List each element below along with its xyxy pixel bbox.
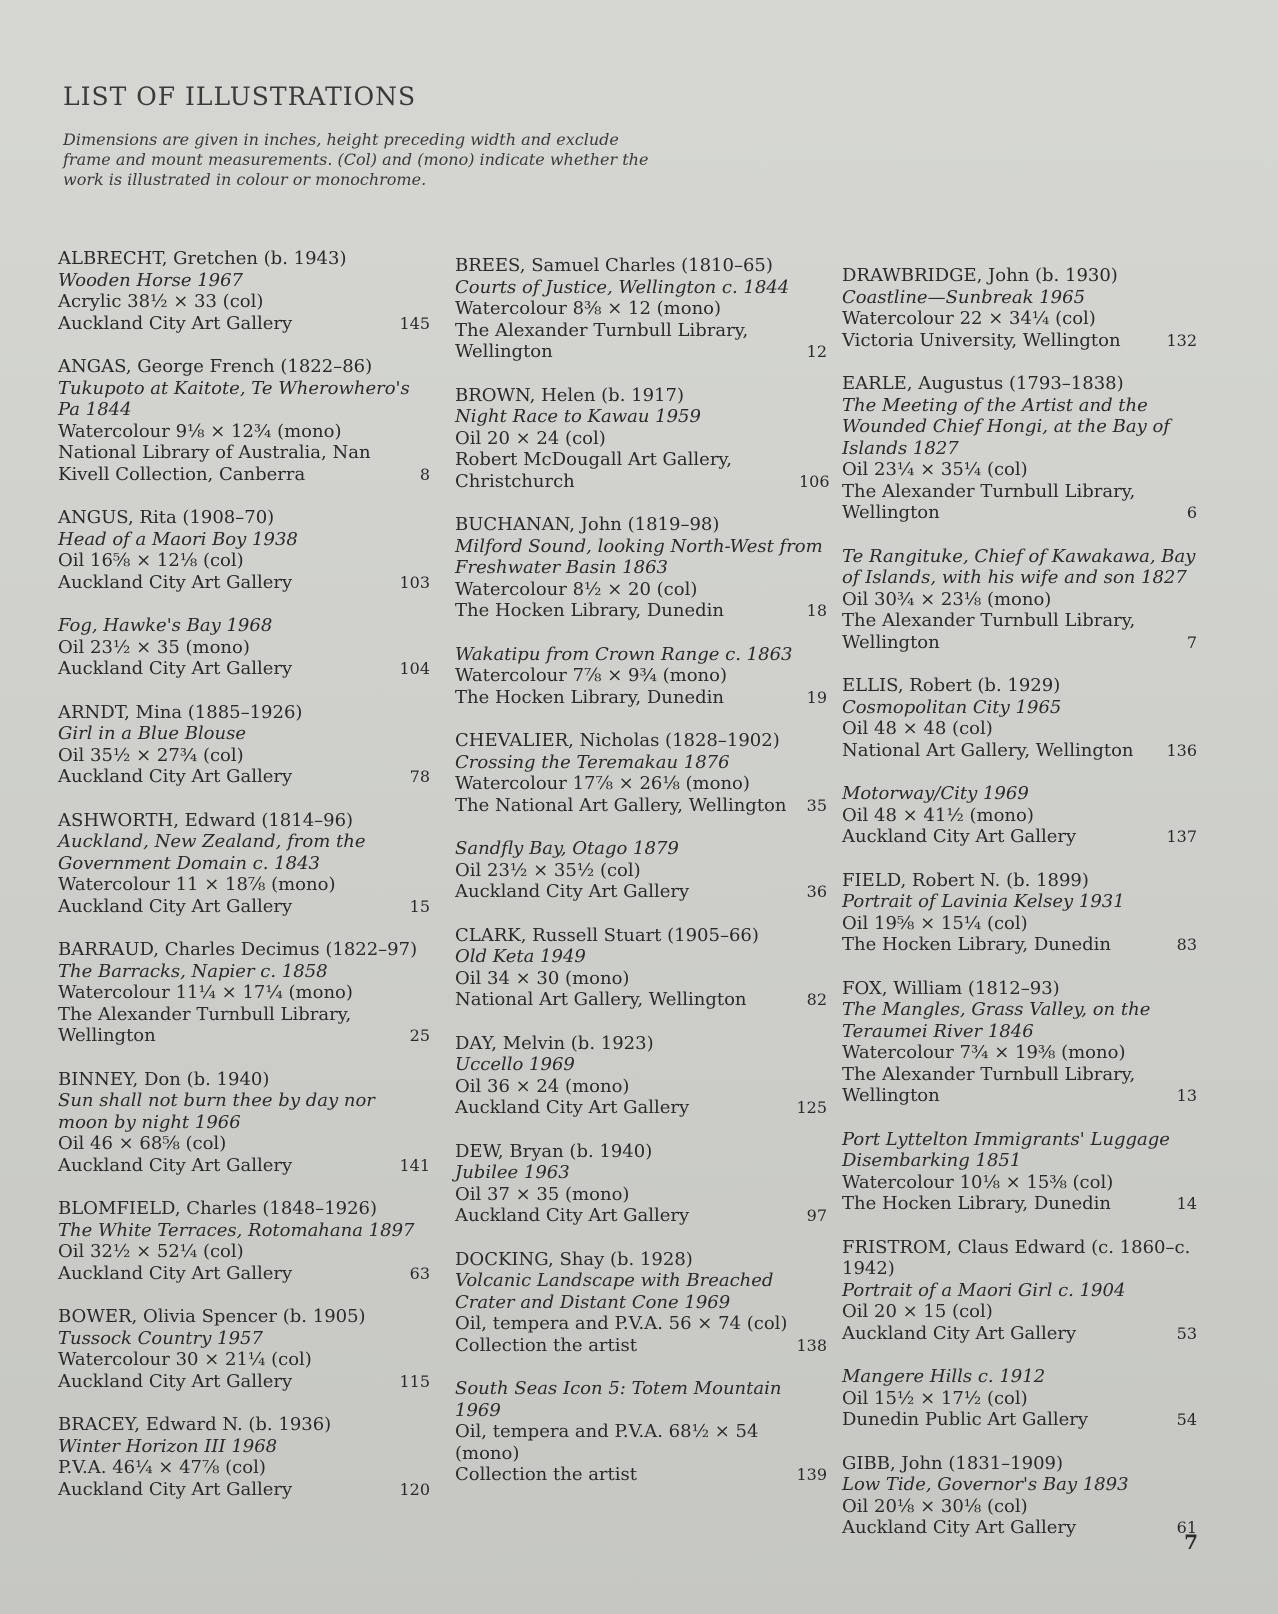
work-collection: Auckland City Art Gallery [842, 826, 1077, 847]
intro-note: Dimensions are given in inches, height preceding width and exclude frame and mount measurements. (Col) and (mono) indicate whether the work is illustrated in colour or monochrome. [63, 130, 649, 189]
illustration-entry [58, 248, 430, 334]
work-collection: The National Art Gallery, Wellington [455, 794, 787, 816]
illustration-entry [455, 644, 827, 709]
work-title: Milford Sound, looking North-West from Freshwater Basin 1863 [455, 535, 823, 578]
artist-name: BOWER, Olivia Spencer (b. 1905) [58, 1306, 366, 1327]
artist-name: FIELD, Robert N. (b. 1899) [842, 869, 1089, 891]
illustration-page-number: 138 [796, 1335, 827, 1355]
illustration-page-number: 12 [806, 342, 827, 361]
work-medium: Watercolour 8½ × 20 (col) [455, 578, 698, 600]
illustration-entry [58, 1069, 430, 1177]
illustration-entry [455, 514, 827, 622]
work-title: The Mangles, Grass Valley, on the Teraumei River 1846 [842, 999, 1151, 1042]
work-collection: Victoria University, Wellington [842, 329, 1121, 351]
work-collection: Auckland City Art Gallery [58, 571, 293, 593]
illustration-entry [842, 978, 1197, 1107]
work-title: Cosmopolitan City 1965 [842, 696, 1062, 718]
work-collection: The Hocken Library, Dunedin [842, 1193, 1111, 1214]
work-medium: Oil 20⅛ × 30⅛ (col) [842, 1495, 1028, 1517]
work-medium: Watercolour 8⅜ × 12 (mono) [455, 298, 722, 319]
work-medium: Oil 36 × 24 (mono) [455, 1075, 630, 1097]
illustration-entry [842, 373, 1197, 524]
work-title: Head of a Maori Boy 1938 [58, 528, 298, 550]
illustration-page-number: 54 [1176, 1410, 1197, 1429]
work-medium: Watercolour 22 × 34¼ (col) [842, 308, 1096, 329]
illustration-page-number: 35 [806, 795, 827, 815]
work-collection: The Hocken Library, Dunedin [842, 934, 1111, 955]
artist-name: BUCHANAN, John (1819–98) [455, 514, 720, 535]
illustration-entry [455, 1141, 827, 1227]
work-medium: Watercolour 11 × 18⅞ (mono) [58, 874, 336, 895]
illustration-page-number: 13 [1176, 1086, 1197, 1105]
illustration-page-number: 18 [806, 601, 827, 620]
work-collection: National Art Gallery, Wellington [455, 989, 747, 1010]
artist-name: DOCKING, Shay (b. 1928) [455, 1248, 693, 1270]
illustration-page-number: 25 [409, 1026, 430, 1045]
illustration-entry [58, 810, 430, 918]
illustration-page-number: 137 [1166, 827, 1197, 846]
illustration-page-number: 36 [806, 882, 827, 901]
work-title: Tussock Country 1957 [58, 1327, 263, 1349]
work-collection: The Hocken Library, Dunedin [455, 686, 724, 708]
work-medium: Oil, tempera and P.V.A. 68½ × 54 (mono) [455, 1421, 759, 1464]
illustration-entry [842, 1453, 1197, 1539]
artist-name: ELLIS, Robert (b. 1929) [842, 675, 1061, 696]
work-medium: Oil 30¾ × 23⅛ (mono) [842, 588, 1052, 610]
work-medium: Watercolour 30 × 21¼ (col) [58, 1349, 312, 1370]
work-collection: Auckland City Art Gallery [842, 1517, 1077, 1538]
artist-name: BROWN, Helen (b. 1917) [455, 384, 684, 406]
work-medium: Acrylic 38½ × 33 (col) [58, 291, 264, 312]
illustration-page-number: 15 [409, 896, 430, 916]
artist-name: CHEVALIER, Nicholas (1828–1902) [455, 730, 780, 751]
work-medium: Oil 34 × 30 (mono) [455, 967, 630, 989]
illustration-entry [58, 702, 430, 788]
illustration-page-number: 141 [399, 1155, 430, 1175]
illustration-entry [455, 925, 827, 1011]
illustration-entry [58, 615, 430, 680]
illustration-page-number: 139 [796, 1465, 827, 1484]
work-title: Old Keta 1949 [455, 946, 586, 967]
illustration-page-number: 63 [409, 1263, 430, 1283]
illustration-entry [842, 1129, 1197, 1215]
illustration-entry [455, 1378, 827, 1486]
page-title: LIST OF ILLUSTRATIONS [63, 82, 417, 111]
illustration-page-number: 83 [1176, 935, 1197, 954]
illustration-entry [455, 730, 827, 816]
work-title: Fog, Hawke's Bay 1968 [58, 615, 273, 636]
work-medium: Oil 23½ × 35 (mono) [58, 636, 250, 658]
work-medium: Watercolour 7¾ × 19⅜ (mono) [842, 1042, 1126, 1063]
work-title: South Seas Icon 5: Totem Mountain 1969 [455, 1378, 782, 1421]
work-title: Night Race to Kawau 1959 [455, 406, 701, 427]
artist-name: DEW, Bryan (b. 1940) [455, 1140, 653, 1162]
work-collection: Auckland City Art Gallery [58, 658, 293, 679]
column-3 [842, 265, 1197, 1561]
work-medium: Watercolour 11¼ × 17¼ (mono) [58, 982, 353, 1003]
work-title: Low Tide, Governor's Bay 1893 [842, 1474, 1129, 1495]
artist-name: BARRAUD, Charles Decimus (1822–97) [58, 939, 418, 960]
work-collection: National Library of Australia, Nan Kivell Collection, Canberra [58, 442, 371, 485]
work-title: Uccello 1969 [455, 1054, 575, 1075]
work-collection: Auckland City Art Gallery [455, 1097, 690, 1118]
work-title: The White Terraces, Rotomahana 1897 [58, 1219, 415, 1241]
illustration-entry [58, 939, 430, 1047]
work-title: Wooden Horse 1967 [58, 269, 244, 291]
work-title: Courts of Justice, Wellington c. 1844 [455, 276, 790, 298]
artist-name: BREES, Samuel Charles (1810–65) [455, 255, 773, 276]
work-title: Winter Horizon III 1968 [58, 1435, 278, 1457]
illustration-entry [842, 870, 1197, 956]
illustration-entry [842, 546, 1197, 654]
work-collection: Auckland City Art Gallery [58, 1262, 293, 1284]
illustration-entry [58, 507, 430, 593]
work-title: Sun shall not burn thee by day nor moon by night 1966 [58, 1090, 375, 1133]
artist-name: ALBRECHT, Gretchen (b. 1943) [58, 248, 347, 269]
illustration-entry [455, 255, 827, 363]
work-title: Girl in a Blue Blouse [58, 723, 246, 744]
work-medium: Oil 23¼ × 35¼ (col) [842, 459, 1028, 480]
work-collection: Robert McDougall Art Gallery, Christchurch [455, 449, 732, 492]
illustration-page-number: 132 [1166, 330, 1197, 350]
illustration-page-number: 97 [806, 1206, 827, 1225]
work-medium: Oil 20 × 24 (col) [455, 427, 606, 449]
work-medium: P.V.A. 46¼ × 47⅞ (col) [58, 1457, 266, 1478]
work-title: Te Rangituke, Chief of Kawakawa, Bay of Islands, with his wife and son 1827 [842, 545, 1196, 588]
work-collection: Auckland City Art Gallery [58, 1478, 293, 1500]
artist-name: ANGAS, George French (1822–86) [58, 356, 373, 377]
illustration-page-number: 8 [419, 464, 430, 484]
work-title: Crossing the Teremakau 1876 [455, 751, 730, 773]
illustration-page-number: 103 [399, 572, 430, 592]
work-medium: Watercolour 9⅛ × 12¾ (mono) [58, 420, 342, 442]
work-title: Jubilee 1963 [455, 1162, 570, 1183]
work-collection: Auckland City Art Gallery [58, 312, 293, 334]
illustration-page-number: 19 [806, 687, 827, 707]
work-medium: Oil 16⅝ × 12⅛ (col) [58, 550, 244, 571]
illustration-page-number: 115 [399, 1371, 430, 1391]
illustration-entry [455, 838, 827, 903]
work-collection: Collection the artist [455, 1464, 637, 1485]
artist-name: FRISTROM, Claus Edward (c. 1860–c. 1942) [842, 1236, 1191, 1279]
work-medium: Oil 48 × 41½ (mono) [842, 804, 1034, 826]
artist-name: ASHWORTH, Edward (1814–96) [58, 809, 354, 831]
illustration-page-number: 14 [1176, 1194, 1197, 1213]
work-medium: Oil 32½ × 52¼ (col) [58, 1241, 244, 1262]
work-title: Portrait of a Maori Girl c. 1904 [842, 1279, 1126, 1301]
column-2 [455, 255, 830, 1508]
work-medium: Watercolour 10⅛ × 15⅜ (col) [842, 1171, 1114, 1193]
work-title: Sandfly Bay, Otago 1879 [455, 838, 679, 859]
illustration-entry [58, 356, 430, 485]
artist-name: DAY, Melvin (b. 1923) [455, 1032, 654, 1054]
illustration-page-number: 6 [1186, 503, 1197, 522]
work-collection: Dunedin Public Art Gallery [842, 1409, 1089, 1430]
work-medium: Oil 20 × 15 (col) [842, 1301, 993, 1322]
artist-name: DRAWBRIDGE, John (b. 1930) [842, 265, 1118, 286]
illustration-entry [842, 265, 1197, 351]
work-collection: The Hocken Library, Dunedin [455, 600, 724, 621]
illustration-page-number: 104 [399, 659, 430, 678]
work-collection: Auckland City Art Gallery [842, 1322, 1077, 1344]
page-number: 7 [1184, 1530, 1198, 1554]
illustration-entry [842, 783, 1197, 848]
illustration-page-number: 145 [399, 313, 430, 333]
work-medium: Oil 35½ × 27¾ (col) [58, 744, 244, 766]
work-collection: Auckland City Art Gallery [455, 881, 690, 902]
work-title: Mangere Hills c. 1912 [842, 1366, 1046, 1387]
illustration-page-number: 53 [1176, 1323, 1197, 1343]
illustration-page-number: 82 [806, 990, 827, 1009]
illustration-entry [455, 384, 830, 493]
work-collection: Auckland City Art Gallery [58, 1154, 293, 1176]
work-collection: The Alexander Turnbull Library, Wellington [455, 319, 749, 362]
artist-name: GIBB, John (1831–1909) [842, 1452, 1064, 1474]
work-medium: Oil 46 × 68⅝ (col) [58, 1133, 227, 1154]
illustration-entry [455, 1249, 827, 1357]
work-collection: The Alexander Turnbull Library, Wellington [58, 1003, 352, 1046]
work-collection: Auckland City Art Gallery [58, 1370, 293, 1392]
artist-name: EARLE, Augustus (1793–1838) [842, 373, 1124, 394]
work-medium: Watercolour 7⅞ × 9¾ (mono) [455, 665, 728, 686]
artist-name: FOX, William (1812–93) [842, 977, 1060, 999]
work-title: Wakatipu from Crown Range c. 1863 [455, 643, 793, 665]
work-medium: Oil 23½ × 35½ (col) [455, 859, 641, 881]
illustration-entry [842, 675, 1197, 761]
work-collection: Auckland City Art Gallery [58, 766, 293, 787]
work-medium: Watercolour 17⅞ × 26⅛ (mono) [455, 773, 750, 794]
work-collection: Auckland City Art Gallery [58, 895, 293, 917]
work-title: The Meeting of the Artist and the Wounded Chief Hongi, at the Bay of Islands 1827 [842, 394, 1170, 459]
illustration-page-number: 125 [796, 1098, 827, 1117]
artist-name: CLARK, Russell Stuart (1905–66) [455, 924, 759, 946]
work-title: Coastline—Sunbreak 1965 [842, 286, 1086, 308]
artist-name: BLOMFIELD, Charles (1848–1926) [58, 1198, 378, 1219]
work-medium: Oil 48 × 48 (col) [842, 718, 993, 739]
artist-name: BRACEY, Edward N. (b. 1936) [58, 1414, 332, 1435]
work-title: Tukupoto at Kaitote, Te Wherowhero's Pa 1844 [58, 377, 410, 420]
work-title: Volcanic Landscape with Breached Crater and Distant Cone 1969 [455, 1270, 774, 1313]
work-title: Portrait of Lavinia Kelsey 1931 [842, 891, 1125, 912]
artist-name: ARNDT, Mina (1885–1926) [58, 701, 303, 723]
artist-name: BINNEY, Don (b. 1940) [58, 1068, 270, 1090]
work-collection: Collection the artist [455, 1334, 637, 1356]
work-title: The Barracks, Napier c. 1858 [58, 960, 328, 982]
work-medium: Oil 15½ × 17½ (col) [842, 1387, 1028, 1409]
illustration-entry [842, 1237, 1197, 1345]
illustration-page-number: 136 [1166, 740, 1197, 760]
illustration-page-number: 78 [409, 767, 430, 786]
work-collection: The Alexander Turnbull Library, Wellington [842, 1063, 1136, 1106]
work-medium: Oil, tempera and P.V.A. 56 × 74 (col) [455, 1313, 788, 1334]
illustration-entry [58, 1306, 430, 1392]
illustration-entry [58, 1414, 430, 1500]
illustration-entry [842, 1366, 1197, 1431]
work-collection: Auckland City Art Gallery [455, 1205, 690, 1226]
illustration-entry [58, 1198, 430, 1284]
work-title: Motorway/City 1969 [842, 783, 1029, 804]
column-1 [58, 248, 430, 1522]
work-medium: Oil 19⅝ × 15¼ (col) [842, 912, 1028, 934]
illustration-page-number: 7 [1186, 632, 1197, 652]
illustration-page-number: 120 [399, 1479, 430, 1499]
illustration-page-number: 106 [799, 471, 830, 491]
work-title: Auckland, New Zealand, from the Government Domain c. 1843 [58, 831, 366, 874]
work-title: Port Lyttelton Immigrants' Luggage Disembarking 1851 [842, 1128, 1170, 1171]
work-medium: Oil 37 × 35 (mono) [455, 1183, 630, 1205]
illustration-entry [455, 1033, 827, 1119]
artist-name: ANGUS, Rita (1908–70) [58, 507, 275, 528]
work-collection: The Alexander Turnbull Library, Wellington [842, 480, 1136, 523]
work-collection: The Alexander Turnbull Library, Wellington [842, 610, 1136, 653]
illustration-page-number: 61 [1176, 1518, 1197, 1537]
work-collection: National Art Gallery, Wellington [842, 739, 1134, 761]
